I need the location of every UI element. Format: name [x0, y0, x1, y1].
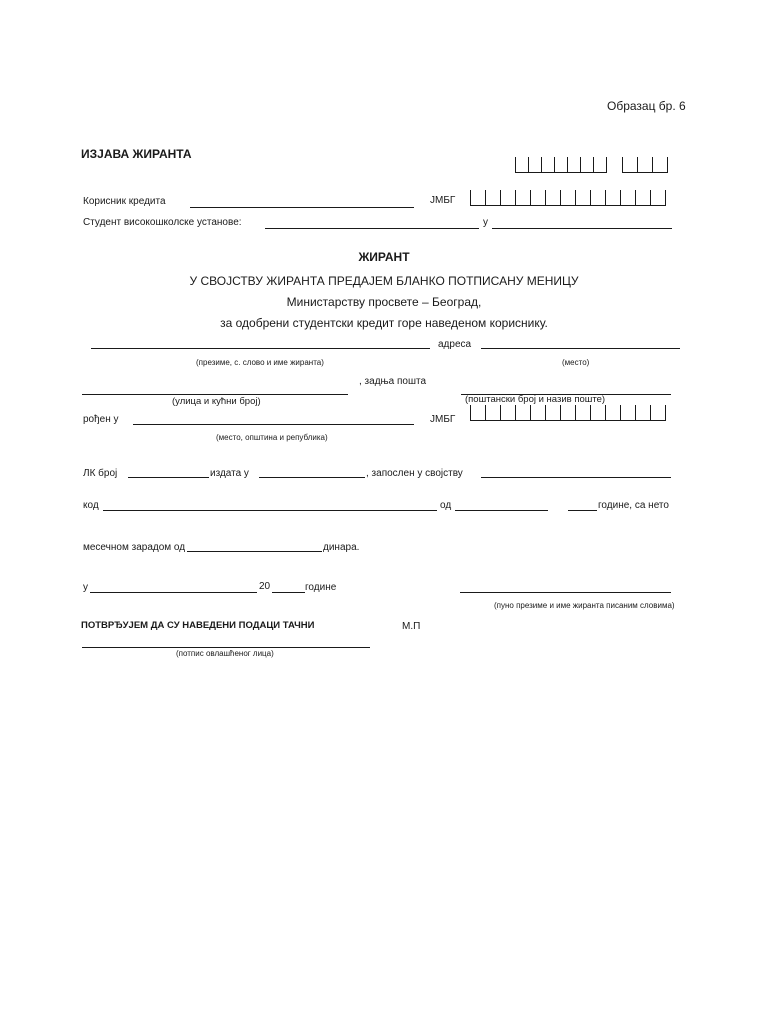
jmbg-label: ЈМБГ	[430, 195, 456, 206]
fullname-field[interactable]	[460, 592, 671, 593]
official-hint: (потпис овлашћеног лица)	[176, 649, 274, 658]
year-prefix: 20	[259, 581, 271, 592]
borrower-field[interactable]	[190, 207, 414, 208]
employer-field[interactable]	[103, 510, 437, 511]
page-title: ИЗЈАВА ЖИРАНТА	[81, 147, 192, 161]
salary-field[interactable]	[187, 551, 322, 552]
place-label: у	[83, 582, 88, 593]
id-card-field[interactable]	[128, 477, 209, 478]
top-year-boxes[interactable]	[622, 157, 668, 173]
guarantor-jmbg-label: ЈМБГ	[430, 414, 456, 425]
position-field[interactable]	[481, 477, 671, 478]
top-code-boxes[interactable]	[515, 157, 607, 173]
salary-label: месечном зарадом од	[83, 542, 186, 553]
address-place-field[interactable]	[481, 348, 680, 349]
institution-city-field[interactable]	[492, 228, 672, 229]
sign-place-field[interactable]	[90, 592, 257, 593]
guarantor-name-field[interactable]	[91, 348, 430, 349]
guarantor-statement: У СВОЈСТВУ ЖИРАНТА ПРЕДАЈЕМ БЛАНКО ПОТПИСАНУ МЕНИЦУ	[189, 274, 579, 288]
since-label: од	[440, 500, 452, 511]
issued-field[interactable]	[259, 477, 365, 478]
since-field[interactable]	[455, 510, 548, 511]
ministry-line: Министарству просвете – Београд,	[286, 295, 482, 309]
city-label: у	[483, 217, 488, 228]
street-field[interactable]	[82, 394, 348, 395]
born-label: рођен у	[83, 414, 119, 425]
birthplace-field[interactable]	[133, 424, 414, 425]
street-hint: (улица и кућни број)	[172, 396, 261, 407]
purpose-line: за одобрени студентски кредит горе наведеном кориснику.	[220, 316, 548, 330]
official-signature-field[interactable]	[82, 647, 370, 648]
godine-label: годинe	[305, 582, 337, 593]
address-label: адреса	[438, 339, 472, 350]
employer-label: код	[83, 500, 99, 511]
borrower-jmbg-boxes[interactable]	[470, 190, 666, 206]
employed-label: , запослен у својству	[366, 468, 463, 479]
confirm-label: ПОТВРЂУЈЕМ ДА СУ НАВЕДЕНИ ПОДАЦИ ТАЧНИ	[81, 620, 315, 631]
dinara-label: динара.	[323, 542, 360, 553]
institution-field[interactable]	[265, 228, 479, 229]
form-number: Образац бр. 6	[607, 99, 686, 113]
guarantor-jmbg-boxes[interactable]	[470, 405, 666, 421]
stamp-label: М.П	[402, 621, 421, 632]
fullname-hint: (пуно презиме и име жиранта писаним словима)	[494, 601, 675, 610]
id-card-label: ЛК број	[83, 468, 118, 479]
birthplace-hint: (место, општина и република)	[216, 433, 328, 442]
year-field[interactable]	[272, 592, 305, 593]
issued-label: издата у	[210, 468, 249, 479]
years-label: године, са нето	[598, 500, 669, 511]
name-hint: (презиме, с. слово и име жиранта)	[196, 358, 324, 367]
borrower-label: Корисник кредита	[83, 196, 166, 207]
years-field[interactable]	[568, 510, 597, 511]
last-post-label: , задња пошта	[359, 376, 427, 387]
guarantor-heading: ЖИРАНТ	[358, 250, 410, 264]
place-hint: (место)	[562, 358, 590, 367]
postal-hint: (поштански број и назив поште)	[465, 394, 606, 405]
student-label: Студент високошколске установе:	[83, 217, 242, 228]
